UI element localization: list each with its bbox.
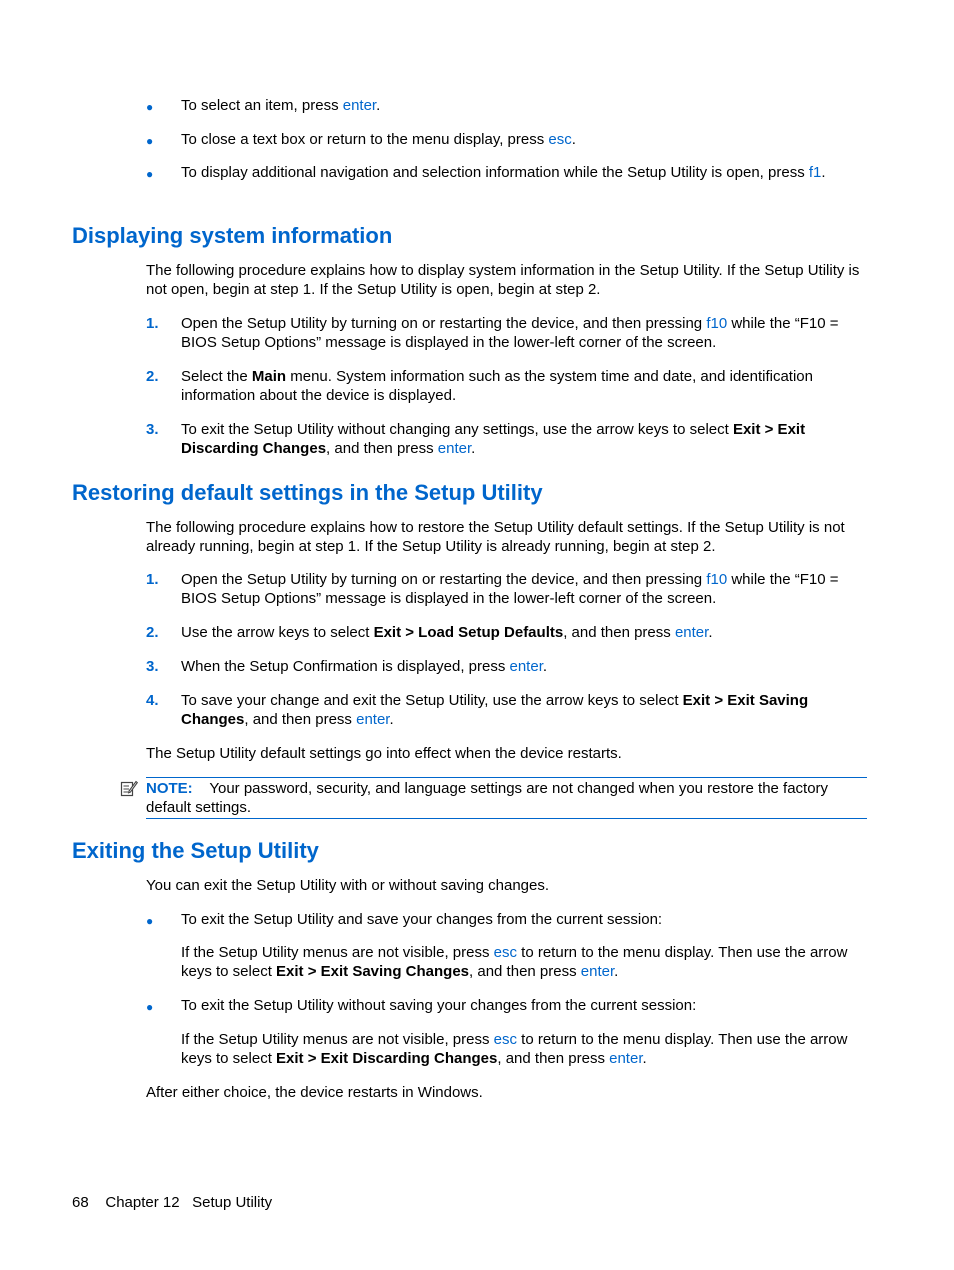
sec3-bullet-2-detail: If the Setup Utility menus are not visible, press esc to return to the menu display. Then use the arrow keys to select Exit > Exit Discarding Changes, and then press enter. [181, 1031, 848, 1067]
key-f10: f10 [706, 315, 728, 332]
page-number: 68 [72, 1194, 89, 1211]
sec2-step-4: To save your change and exit the Setup Utility, use the arrow keys to select Exit > Exit Saving Changes, and then press enter. [181, 692, 809, 728]
intro-bullet-3: To display additional navigation and selection information while the Setup Utility is open, press f1. [181, 164, 826, 181]
step-number: 1. [146, 571, 159, 588]
step-number: 3. [146, 658, 159, 675]
key-f1: f1 [808, 164, 822, 181]
key-esc: esc [493, 1031, 517, 1048]
sec1-step-2: Select the Main menu. System information such as the system time and date, and identification information about the device is displayed. [181, 368, 813, 404]
chapter-label: Chapter 12 [105, 1194, 180, 1211]
key-enter: enter [356, 711, 390, 728]
sec2-step-3: When the Setup Confirmation is displayed, press enter. [181, 658, 548, 675]
intro-bullet-1: To select an item, press enter. [181, 97, 381, 114]
note-label: NOTE: [146, 780, 193, 797]
key-enter: enter [437, 440, 472, 457]
key-enter: enter [509, 658, 543, 675]
sec1-intro: The following procedure explains how to display system information in the Setup Utility. If the Setup Utility is not open, begin at step 1. If the Setup Utility is open, begin at step 2. [146, 262, 860, 298]
sec3-bullet-1: To exit the Setup Utility and save your changes from the current session: [181, 911, 663, 928]
intro-bullet-2: To close a text box or return to the menu display, press esc. [181, 131, 576, 148]
sec2-step-1: Open the Setup Utility by turning on or restarting the device, and then pressing f10 while the “F10 = BIOS Setup Options” message is displayed in the lower-left corner of the screen. [181, 571, 839, 607]
key-esc: esc [548, 131, 572, 148]
sec3-intro: You can exit the Setup Utility with or without saving changes. [146, 877, 550, 894]
heading-restoring-default-settings: Restoring default settings in the Setup Utility [72, 480, 543, 505]
step-number: 2. [146, 624, 159, 641]
note-text: NOTE: Your password, security, and language settings are not changed when you restore the factory default settings. [146, 780, 829, 816]
key-f10: f10 [706, 571, 728, 588]
sec3-bullet-2: To exit the Setup Utility without saving your changes from the current session: [181, 997, 697, 1014]
key-esc: esc [493, 944, 517, 961]
sec2-intro: The following procedure explains how to restore the Setup Utility default settings. If the Setup Utility is not already running, begin at step 1. If the Setup Utility is already running, begin at step 2. [146, 519, 845, 555]
step-number: 3. [146, 421, 159, 438]
key-enter: enter [342, 97, 377, 114]
note-box [146, 777, 867, 819]
bullet-glyph: ● [146, 914, 154, 928]
sec1-step-3: To exit the Setup Utility without changing any settings, use the arrow keys to select Exit > Exit Discarding Changes, and then press enter. [181, 421, 806, 457]
bullet-glyph: ● [146, 167, 154, 181]
sec2-step-2: Use the arrow keys to select Exit > Load Setup Defaults, and then press enter. [181, 624, 713, 641]
page-footer [72, 1193, 272, 1212]
sec1-step-1: Open the Setup Utility by turning on or restarting the device, and then pressing f10 while the “F10 = BIOS Setup Options” message is displayed in the lower-left corner of the screen. [181, 315, 839, 351]
sec3-outro: After either choice, the device restarts in Windows. [146, 1084, 483, 1101]
key-enter: enter [580, 963, 615, 980]
key-enter: enter [609, 1050, 643, 1067]
bullet-glyph: ● [146, 134, 154, 148]
bullet-glyph: ● [146, 100, 154, 114]
step-number: 1. [146, 315, 159, 332]
sec2-outro: The Setup Utility default settings go into effect when the device restarts. [146, 745, 622, 762]
chapter-title: Setup Utility [192, 1194, 273, 1211]
bullet-glyph: ● [146, 1000, 154, 1014]
key-enter: enter [674, 624, 709, 641]
heading-displaying-system-information: Displaying system information [72, 223, 393, 248]
step-number: 4. [146, 692, 159, 709]
step-number: 2. [146, 368, 159, 385]
heading-exiting-the-setup-utility: Exiting the Setup Utility [72, 838, 319, 863]
note-pencil-icon [120, 779, 138, 797]
sec3-bullet-1-detail: If the Setup Utility menus are not visible, press esc to return to the menu display. Then use the arrow keys to select Exit > Exit Saving Changes, and then press enter. [181, 944, 848, 980]
